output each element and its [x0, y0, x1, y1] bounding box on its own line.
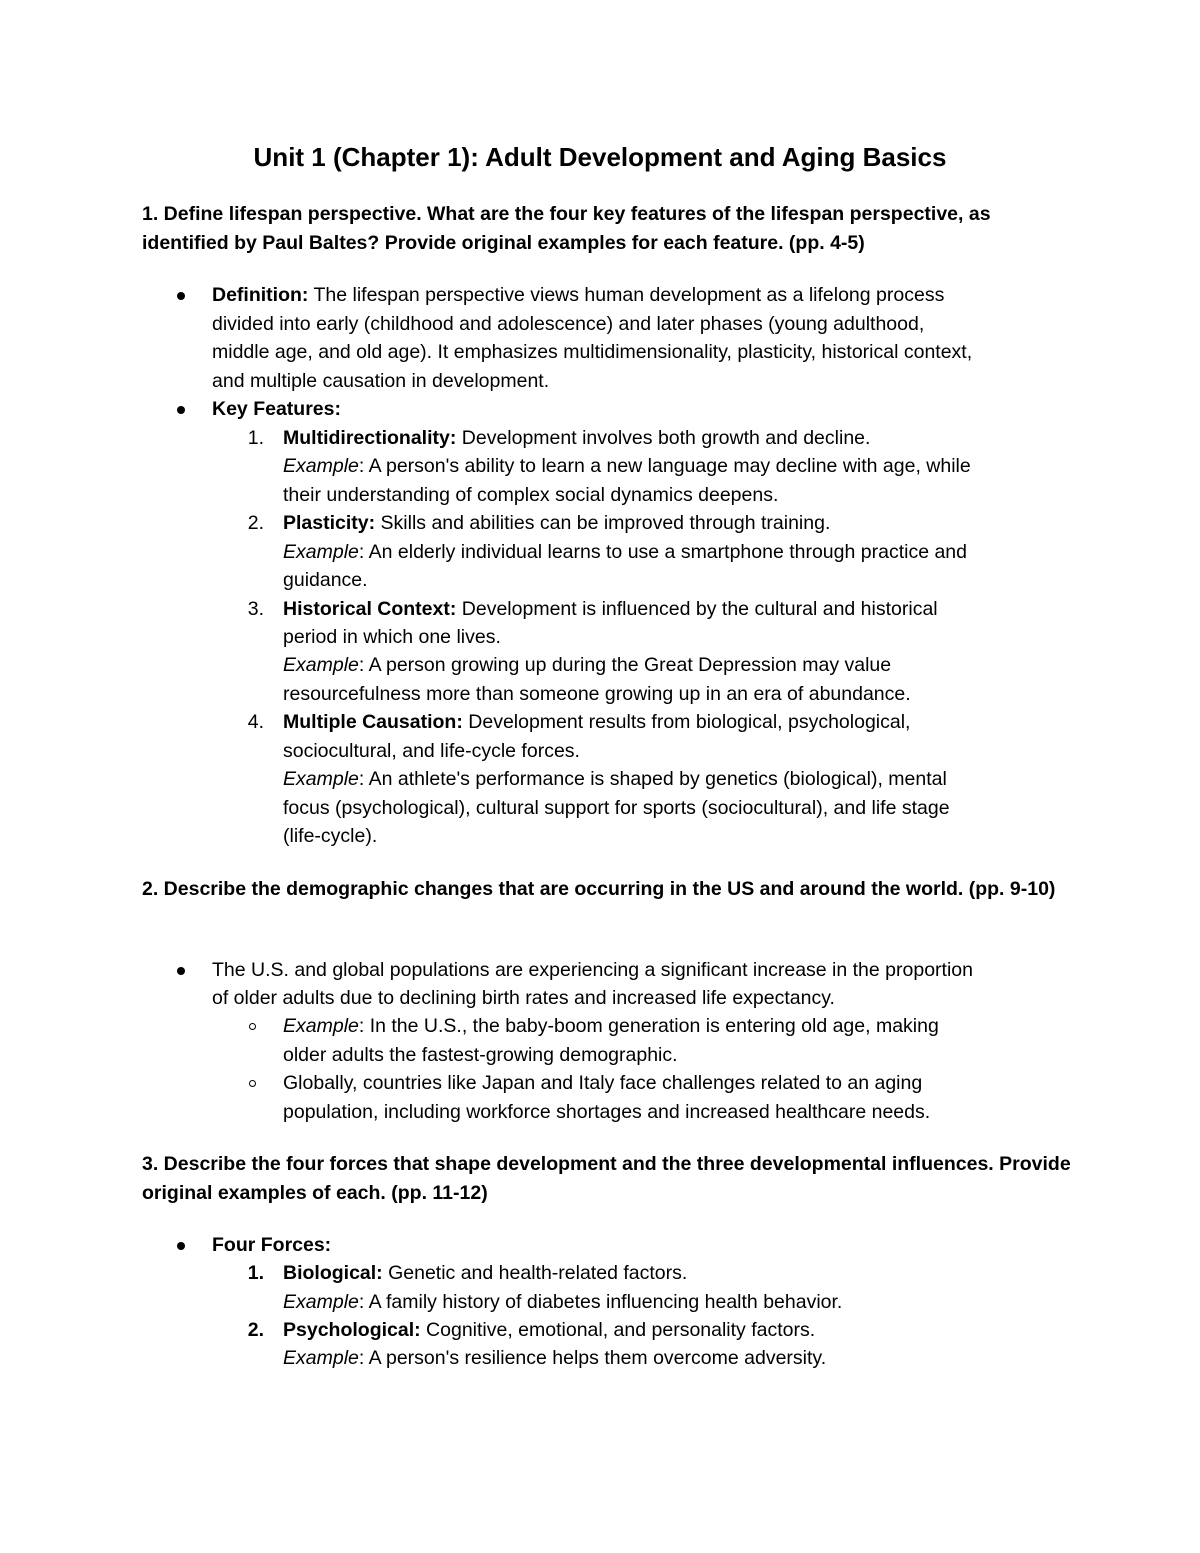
page-title: Unit 1 (Chapter 1): Adult Development and Aging Basics [253, 142, 947, 172]
example-label: Example [283, 654, 359, 676]
sub-bullet-line [283, 1012, 939, 1041]
question-2: 2. Describe the demographic changes that are occurring in the US and around the world. (pp. 9-10) [142, 878, 1056, 900]
feature-label: Multiple Causation: [283, 711, 463, 733]
question-3: 3. Describe the four forces that shape development and the three developmental influences. Provide original examples of each. (pp. 11-12) [142, 1153, 1071, 1204]
definition-label: Definition: [212, 284, 309, 306]
bullet-text: The U.S. and global populations are experiencing a significant increase in the proportion [212, 959, 973, 981]
circle-bullet-icon [249, 1080, 256, 1087]
definition-line [212, 281, 944, 310]
example-text: their understanding of complex social dynamics deepens. [283, 484, 779, 506]
feature-desc: period in which one lives. [283, 626, 501, 648]
feature-desc: sociocultural, and life-cycle forces. [283, 740, 580, 762]
definition-text: The lifespan perspective views human development as a lifelong process [308, 284, 945, 306]
question-1: 1. Define lifespan perspective. What are the four key features of the lifespan perspective, as identified by Paul Baltes? Provide original examples for each feature. (pp. 4-5) [142, 203, 991, 254]
bullet-text: of older adults due to declining birth rates and increased life expectancy. [212, 987, 835, 1009]
example-text: : An athlete's performance is shaped by genetics (biological), mental [358, 768, 947, 790]
feature-label: Multidirectionality: [283, 427, 457, 449]
definition-text: and multiple causation in development. [212, 370, 550, 392]
example-text: (life-cycle). [283, 825, 378, 847]
example-label: Example [283, 455, 359, 477]
feature-desc: Development involves both growth and decline. [456, 427, 871, 449]
example-line [283, 1344, 826, 1373]
feature-label: Historical Context: [283, 598, 457, 620]
list-number: 2. [247, 512, 264, 534]
key-features-label: Key Features: [212, 398, 341, 420]
feature-label: Plasticity: [283, 512, 376, 534]
force-line [283, 1259, 687, 1288]
example-text: : In the U.S., the baby-boom generation is entering old age, making [358, 1015, 939, 1037]
example-text: resourcefulness more than someone growing up in an era of abundance. [283, 683, 911, 705]
bullet-icon [177, 292, 185, 300]
example-line [283, 538, 967, 567]
four-forces-label: Four Forces: [212, 1234, 332, 1256]
example-text: focus (psychological), cultural support for sports (sociocultural), and life stage [283, 797, 950, 819]
force-label: Psychological: [283, 1319, 421, 1341]
list-number: 1. [247, 427, 264, 449]
example-label: Example [283, 1347, 359, 1369]
bullet-icon [177, 1242, 185, 1250]
feature-desc: Skills and abilities can be improved through training. [375, 512, 831, 534]
sub-bullet-text: older adults the fastest-growing demographic. [283, 1044, 678, 1066]
example-text: : An elderly individual learns to use a smartphone through practice and [358, 541, 967, 563]
force-desc: Cognitive, emotional, and personality factors. [420, 1319, 816, 1341]
example-text: : A person's resilience helps them overcome adversity. [358, 1347, 827, 1369]
list-number: 1. [247, 1262, 264, 1284]
example-text: : A family history of diabetes influencing health behavior. [358, 1291, 843, 1313]
list-number: 4. [247, 711, 264, 733]
feature-line [283, 595, 938, 624]
bullet-icon [177, 406, 185, 414]
feature-line [283, 424, 870, 453]
feature-desc: Development results from biological, psychological, [462, 711, 911, 733]
bullet-icon [177, 967, 185, 975]
example-line [283, 452, 971, 481]
example-label: Example [283, 768, 359, 790]
example-text: : A person's ability to learn a new language may decline with age, while [358, 455, 971, 477]
list-number: 2. [247, 1319, 264, 1341]
definition-text: middle age, and old age). It emphasizes multidimensionality, plasticity, historical context, [212, 341, 973, 363]
definition-text: divided into early (childhood and adolescence) and later phases (young adulthood, [212, 313, 925, 335]
example-line [283, 651, 891, 680]
force-label: Biological: [283, 1262, 383, 1284]
sub-bullet-text: population, including workforce shortages and increased healthcare needs. [283, 1101, 931, 1123]
feature-line [283, 708, 910, 737]
example-text: : A person growing up during the Great Depression may value [358, 654, 892, 676]
circle-bullet-icon [249, 1023, 256, 1030]
example-label: Example [283, 1015, 359, 1037]
example-line [283, 765, 947, 794]
list-number: 3. [247, 598, 264, 620]
example-text: guidance. [283, 569, 368, 591]
force-line [283, 1316, 815, 1345]
feature-desc: Development is influenced by the cultural and historical [456, 598, 938, 620]
sub-bullet-text: Globally, countries like Japan and Italy face challenges related to an aging [283, 1072, 923, 1094]
force-desc: Genetic and health-related factors. [382, 1262, 688, 1284]
example-line [283, 1288, 842, 1317]
feature-line [283, 509, 830, 538]
example-label: Example [283, 541, 359, 563]
example-label: Example [283, 1291, 359, 1313]
